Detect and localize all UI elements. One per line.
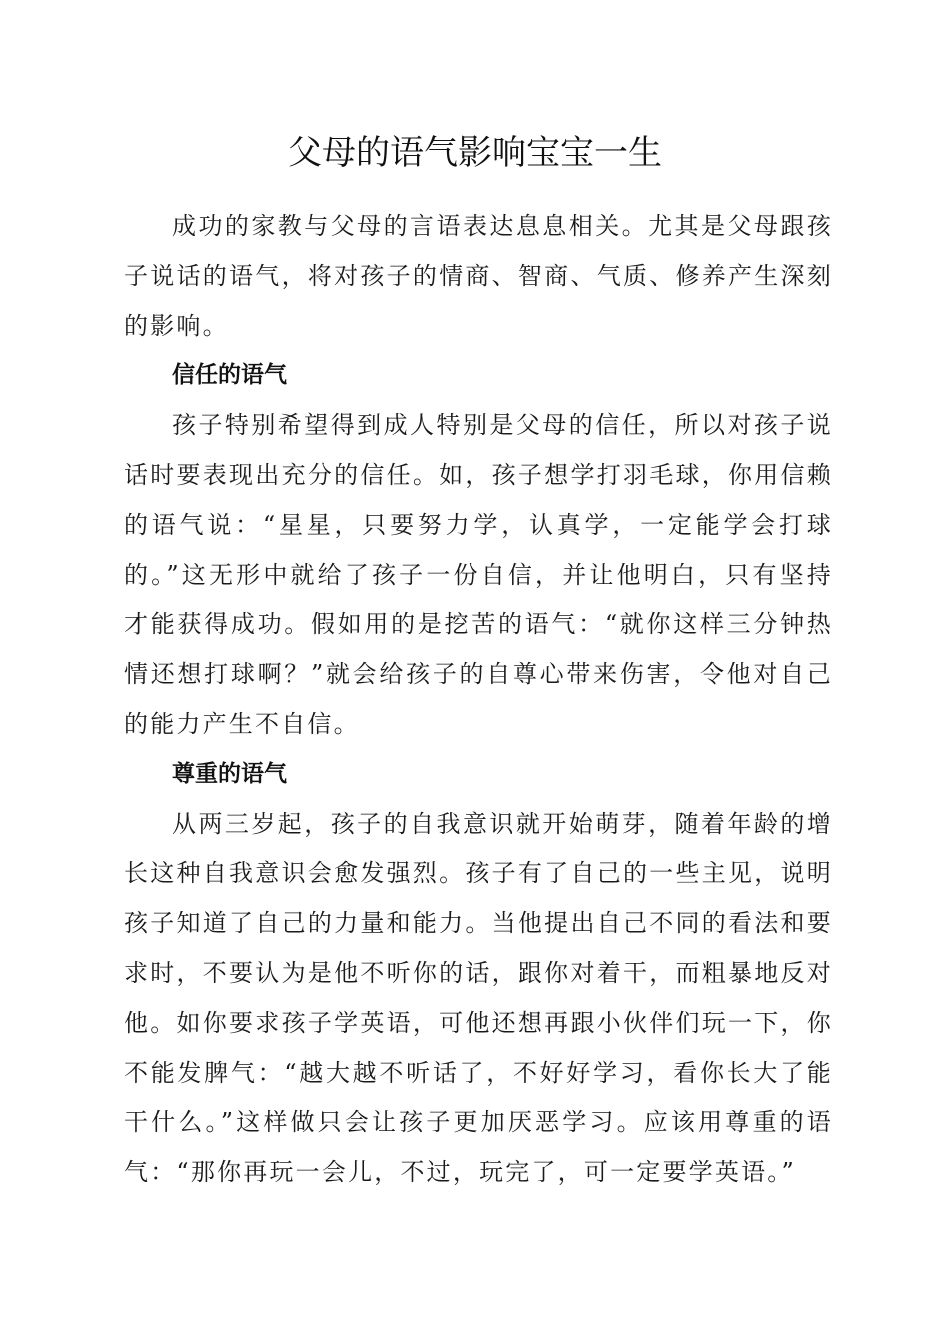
section-heading-trust: 信任的语气 <box>172 362 287 389</box>
intro-paragraph: 成功的家教与父母的言语表达息息相关。尤其是父母跟孩子说话的语气，将对孩子的情商、智商、气质、修养产生深刻的影响。 <box>124 212 833 340</box>
section-heading-respect: 尊重的语气 <box>172 760 287 787</box>
document-body <box>124 202 833 1198</box>
document-title: 父母的语气影响宝宝一生 <box>288 133 662 173</box>
section-paragraph-trust: 孩子特别希望得到成人特别是父母的信任，所以对孩子说话时要表现出充分的信任。如，孩子想学打羽毛球，你用信赖的语气说：“星星，只要努力学，认真学，一定能学会打球的。”这无形中就给了孩子一份自信，并让他明白，只有坚持才能获得成功。假如用的是挖苦的语气：“就你这样三分钟热情还想打球啊？”就会给孩子的自尊心带来伤害，令他对自己的能力产生不自信。 <box>124 411 833 738</box>
section-paragraph-respect: 从两三岁起，孩子的自我意识就开始萌芽，随着年龄的增长这种自我意识会愈发强烈。孩子有了自己的一些主见，说明孩子知道了自己的力量和能力。当他提出自己不同的看法和要求时，不要认为是他不听你的话，跟你对着干，而粗暴地反对他。如你要求孩子学英语，可他还想再跟小伙伴们玩一下，你不能发脾气：“越大越不听话了，不好好学习，看你长大了能干什么。”这样做只会让孩子更加厌恶学习。应该用尊重的语气：“那你再玩一会儿，不过，玩完了，可一定要学英语。” <box>124 809 833 1187</box>
